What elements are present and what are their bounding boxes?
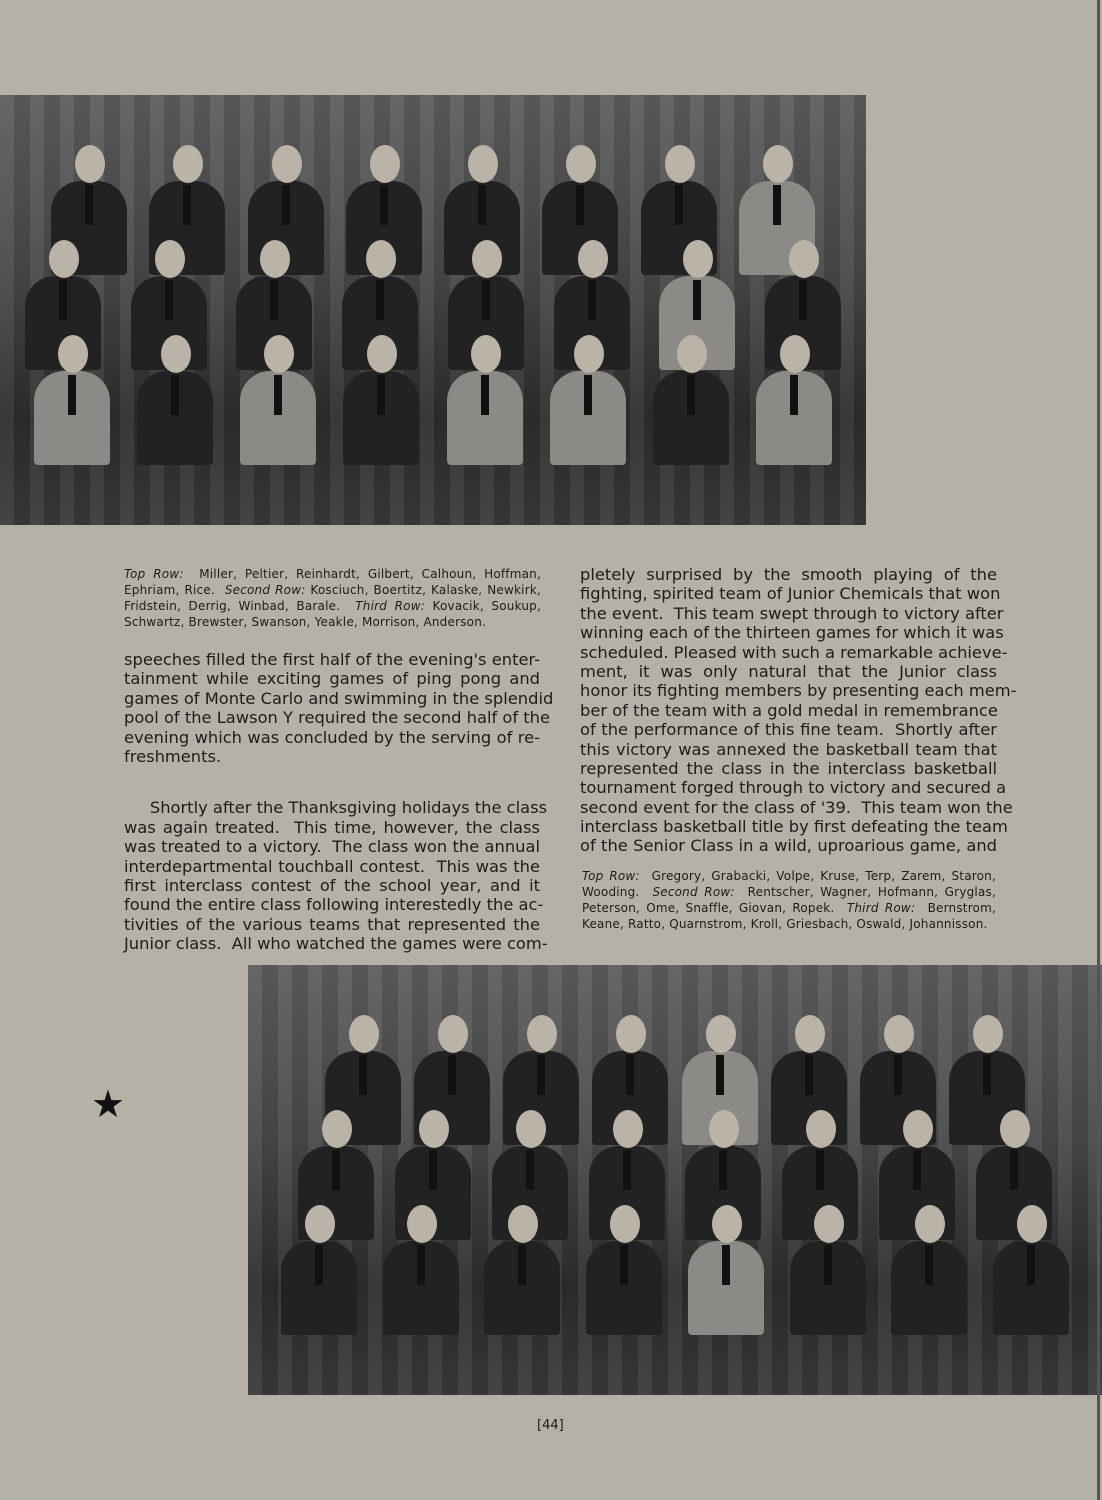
text-line: scheduled. Pleased with such a remarkable achieve- — [580, 642, 1008, 662]
page-number: [44] — [537, 1418, 564, 1433]
text-line: first interclass contest of the school year, and it — [124, 875, 540, 895]
caption-line — [124, 614, 541, 630]
text-line: games of Monte Carlo and swimming in the splendid — [124, 688, 554, 708]
person-figure — [788, 1205, 868, 1335]
person-figure — [482, 1205, 562, 1335]
text-line: Junior class. All who watched the games were com- — [124, 934, 548, 954]
text-line: of the performance of this fine team. Shortly after — [580, 720, 997, 740]
top-photo-caption — [124, 566, 541, 630]
text-line: freshments. — [124, 746, 222, 766]
text-line: tivities of the various teams that represented the — [124, 914, 540, 934]
names: Fridstein, Derrig, Winbad, Barale. — [124, 599, 356, 613]
text-line: the event. This team swept through to victory after — [580, 603, 1004, 623]
group-photo-bottom — [248, 965, 1102, 1395]
text-line: fighting, spirited team of Junior Chemicals that won — [580, 584, 1001, 604]
caption-line — [582, 916, 996, 932]
names: Schwartz, Brewster, Swanson, Yeakle, Morrison, Anderson. — [124, 615, 487, 629]
person-figure — [991, 1205, 1071, 1335]
row-label: Second Row: — [652, 885, 735, 899]
person-figure — [584, 1205, 664, 1335]
person-figure — [651, 335, 731, 465]
person-figure — [341, 335, 421, 465]
names: Miller, Peltier, Reinhardt, Gilbert, Calhoun, Hoffman, — [183, 567, 541, 581]
names: Peterson, Ome, Snaffle, Giovan, Ropek. — [582, 901, 847, 915]
caption-line — [124, 598, 541, 614]
person-figure — [889, 1205, 969, 1335]
caption-line — [124, 566, 541, 582]
group-photo-top — [0, 95, 866, 525]
person-figure — [135, 335, 215, 465]
text-line: Shortly after the Thanksgiving holidays the class — [124, 798, 548, 818]
text-line: second event for the class of '39. This team won the — [580, 797, 1013, 817]
right-column-text — [580, 565, 1017, 856]
text-line: speeches filled the first half of the evening's enter- — [124, 650, 540, 669]
row-label: Third Row: — [355, 599, 425, 613]
text-line: tainment while exciting games of ping pong and — [124, 669, 540, 689]
person-figure — [445, 335, 525, 465]
names: Kovacik, Soukup, — [424, 599, 541, 613]
row-label: Third Row: — [846, 901, 916, 915]
names: Keane, Ratto, Quarnstrom, Kroll, Griesbach, Oswald, Johannisson. — [582, 917, 988, 931]
text-line: tournament forged through to victory and secured a — [580, 778, 1007, 798]
names: Rentscher, Wagner, Hofmann, Gryglas, — [734, 885, 996, 899]
text-line: of the Senior Class in a wild, uproarious game, and — [580, 836, 997, 856]
row-label: Top Row: — [124, 567, 184, 581]
caption-line — [582, 868, 996, 884]
text-line: found the entire class following interestedly the ac- — [124, 895, 544, 915]
person-figure — [381, 1205, 461, 1335]
text-line: pool of the Lawson Y required the second half of the — [124, 708, 550, 728]
text-line: was again treated. This time, however, the class — [124, 817, 540, 837]
text-line: pletely surprised by the smooth playing of the — [580, 565, 997, 584]
page-edge — [1097, 0, 1100, 1500]
caption-line — [582, 900, 996, 916]
bottom-photo-caption — [582, 868, 996, 932]
names: Kosciuch, Boertitz, Kalaske, Newkirk, — [305, 583, 541, 597]
text-line: interclass basketball title by first defeating the team — [580, 817, 1008, 837]
text-line: ment, it was only natural that the Junior class — [580, 661, 997, 681]
person-figure — [754, 335, 834, 465]
names: Bernstrom, — [915, 901, 997, 915]
names: Gregory, Grabacki, Volpe, Kruse, Terp, Zarem, Staron, — [639, 869, 996, 883]
text-line: interdepartmental touchball contest. This was the — [124, 856, 540, 876]
person-figure — [548, 335, 628, 465]
row-label: Second Row: — [224, 583, 306, 597]
person-figure — [32, 335, 112, 465]
caption-line — [582, 884, 996, 900]
text-line: was treated to a victory. The class won the annual — [124, 837, 540, 857]
text-line: ber of the team with a gold medal in remembrance — [580, 700, 998, 720]
text-line: winning each of the thirteen games for which it was — [580, 623, 1004, 643]
person-figure — [238, 335, 318, 465]
text-line: represented the class in the interclass basketball — [580, 758, 997, 778]
person-figure — [279, 1205, 359, 1335]
text-line: honor its fighting members by presenting each mem- — [580, 681, 1017, 701]
caption-line — [124, 582, 541, 598]
left-column-text — [124, 650, 554, 954]
text-line: this victory was annexed the basketball team that — [580, 739, 997, 759]
names: Wooding. — [582, 885, 653, 899]
row-label: Top Row: — [582, 869, 640, 883]
text-line: evening which was concluded by the serving of re- — [124, 727, 540, 747]
person-figure — [686, 1205, 766, 1335]
names: Ephriam, Rice. — [124, 583, 225, 597]
star-icon: ★ — [91, 1082, 126, 1126]
